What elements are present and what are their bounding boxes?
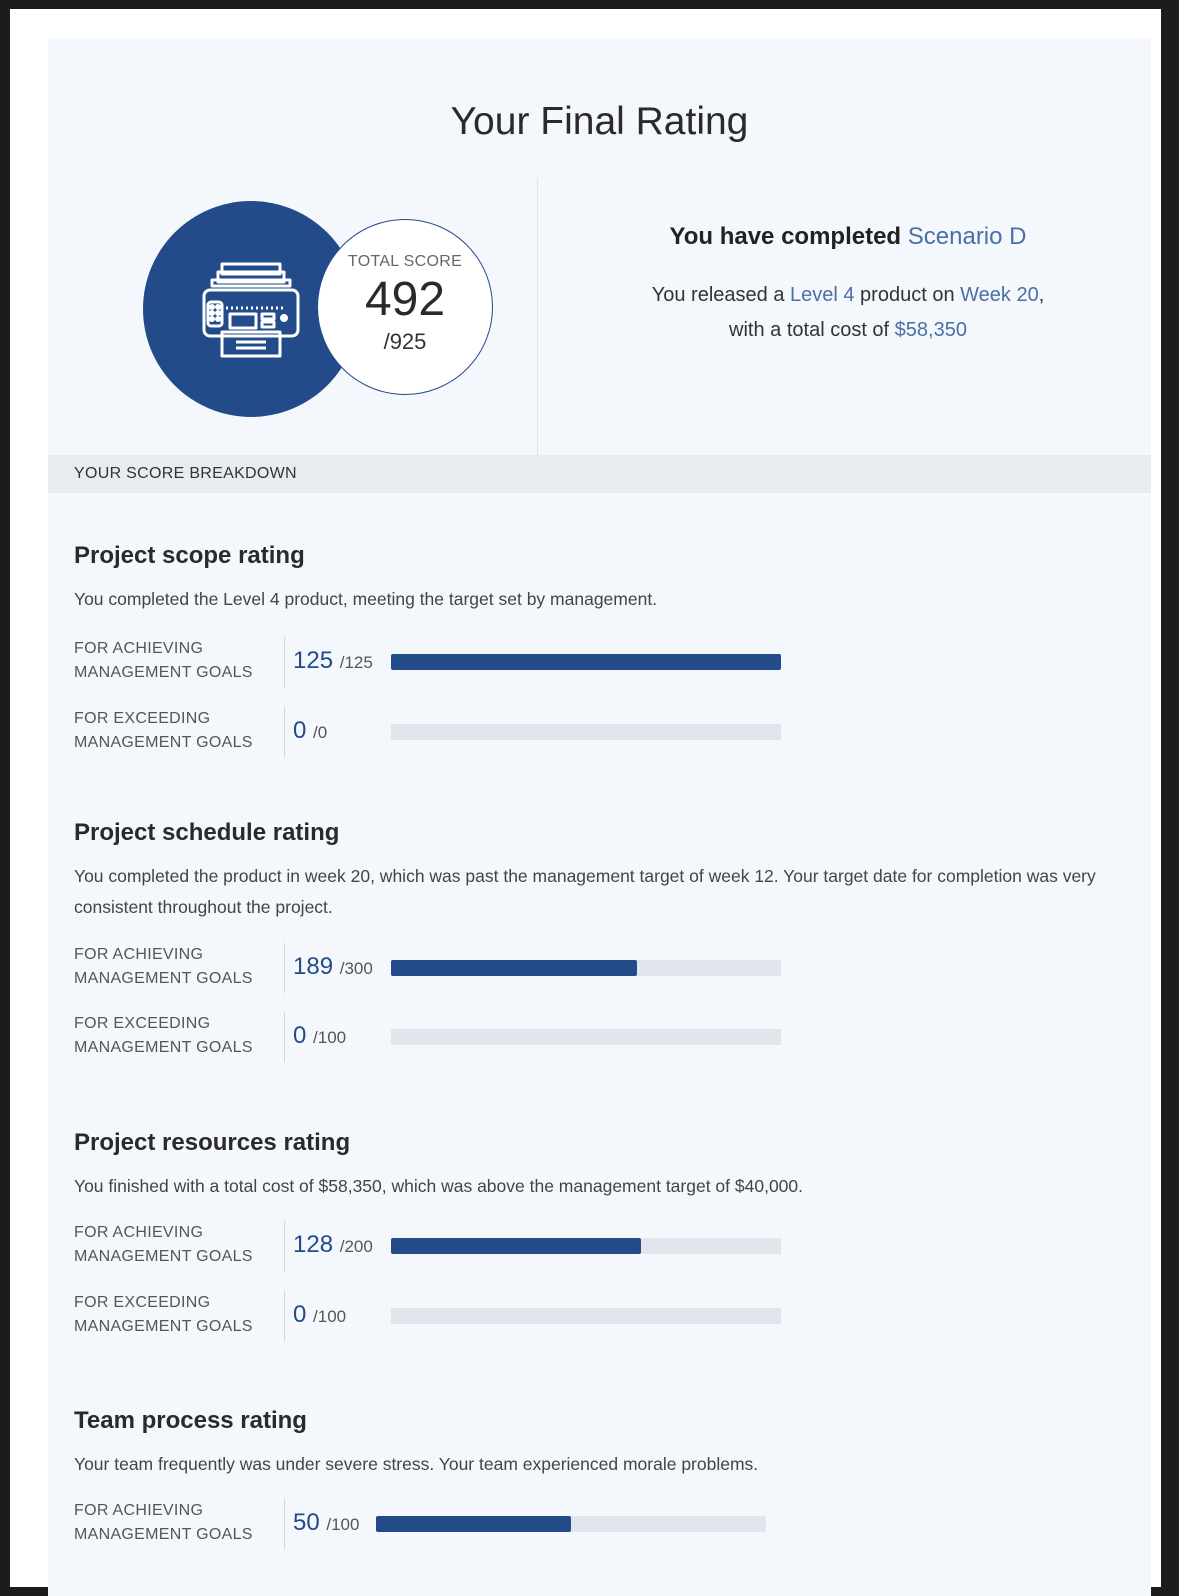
total-score-value: 492	[364, 273, 446, 326]
row-label	[74, 707, 253, 755]
row-label-line: FOR EXCEEDING	[74, 710, 211, 727]
progress-fill	[391, 654, 781, 670]
row-divider	[284, 1291, 285, 1341]
release-week: Week 20	[960, 284, 1039, 306]
section-description: You completed the Level 4 product, meeting the target set by management.	[74, 589, 658, 609]
row-score	[293, 647, 373, 675]
row-divider	[284, 707, 285, 757]
progress-track	[391, 1238, 781, 1254]
progress-track	[391, 1029, 781, 1045]
total-score-circle	[317, 219, 493, 395]
page-title: Your Final Rating	[450, 100, 749, 143]
row-score-max: /125	[339, 653, 373, 672]
row-score-max: /0	[313, 723, 328, 742]
row-score-max: /300	[339, 959, 373, 978]
row-score	[293, 717, 327, 745]
score-row	[74, 707, 874, 759]
row-score	[293, 1231, 373, 1259]
release-summary	[548, 278, 1148, 348]
release-prefix: You released a	[651, 284, 790, 306]
progress-fill	[391, 1238, 641, 1254]
total-score-max: /925	[383, 329, 427, 354]
row-score	[293, 953, 373, 981]
row-label-line: MANAGEMENT GOALS	[74, 1526, 253, 1543]
row-score-max: /200	[339, 1237, 373, 1256]
score-row	[74, 943, 874, 995]
row-label-line: MANAGEMENT GOALS	[74, 734, 253, 751]
score-row	[74, 1499, 874, 1551]
final-rating-panel	[48, 38, 1151, 1596]
score-row	[74, 1012, 874, 1064]
progress-track	[391, 724, 781, 740]
completion-heading	[548, 223, 1148, 251]
progress-fill	[376, 1516, 571, 1532]
row-label-line: MANAGEMENT GOALS	[74, 664, 253, 681]
row-label-line: FOR ACHIEVING	[74, 946, 204, 963]
row-label-line: FOR EXCEEDING	[74, 1294, 211, 1311]
row-label	[74, 1012, 253, 1060]
row-label	[74, 943, 253, 991]
row-label-line: FOR ACHIEVING	[74, 1224, 204, 1241]
row-score	[293, 1022, 346, 1050]
resources-rating-section	[74, 1129, 1134, 1359]
row-label-line: MANAGEMENT GOALS	[74, 1248, 253, 1265]
team-process-rating-section	[74, 1407, 1134, 1567]
row-score	[293, 1509, 359, 1537]
row-label	[74, 1291, 253, 1339]
row-divider	[284, 1221, 285, 1271]
scenario-name: Scenario D	[907, 223, 1027, 250]
row-score-value: 128	[293, 1231, 334, 1258]
breakdown-label: YOUR SCORE BREAKDOWN	[74, 465, 297, 482]
release-level: Level 4	[790, 284, 855, 306]
row-label-line: FOR EXCEEDING	[74, 1015, 211, 1032]
row-divider	[284, 1499, 285, 1549]
score-row	[74, 1221, 874, 1273]
section-description: You completed the product in week 20, which was past the management target of week 12. Your target date for completion was very consistent throughout the project.	[74, 866, 1096, 917]
progress-track	[391, 654, 781, 670]
progress-track	[391, 960, 781, 976]
row-score-value: 0	[293, 717, 307, 744]
row-divider	[284, 637, 285, 687]
header-divider	[537, 178, 538, 466]
release-middle: product on	[854, 284, 961, 306]
row-label	[74, 1221, 253, 1269]
row-score-max: /100	[313, 1028, 347, 1047]
section-description: You finished with a total cost of $58,350, which was above the management target of $40,000.	[74, 1176, 804, 1196]
row-label-line: MANAGEMENT GOALS	[74, 1039, 253, 1056]
progress-track	[391, 1308, 781, 1324]
breakdown-header	[48, 455, 1151, 493]
row-label-line: MANAGEMENT GOALS	[74, 970, 253, 987]
row-divider	[284, 1012, 285, 1062]
section-description: Your team frequently was under severe stress. Your team experienced morale problems.	[74, 1454, 759, 1474]
row-score	[293, 1301, 346, 1329]
row-label	[74, 637, 253, 685]
row-divider	[284, 943, 285, 993]
row-label-line: MANAGEMENT GOALS	[74, 1318, 253, 1335]
row-label-line: FOR ACHIEVING	[74, 1502, 204, 1519]
row-score-value: 0	[293, 1301, 307, 1328]
release-comma: ,	[1038, 284, 1045, 306]
row-label	[74, 1499, 253, 1547]
results-sheet	[10, 9, 1161, 1587]
row-score-max: /100	[313, 1307, 347, 1326]
row-score-value: 189	[293, 953, 334, 980]
score-row	[74, 1291, 874, 1343]
row-score-value: 0	[293, 1022, 307, 1049]
score-row	[74, 637, 874, 689]
scope-rating-section	[74, 542, 1134, 762]
row-score-max: /100	[326, 1515, 360, 1534]
section-title: Project scope rating	[74, 542, 305, 569]
printer-icon	[192, 250, 310, 368]
section-title: Team process rating	[74, 1407, 307, 1434]
section-title: Project schedule rating	[74, 819, 340, 846]
cost-prefix: with a total cost of	[729, 319, 895, 341]
completion-prefix: You have completed	[669, 223, 908, 250]
progress-track	[376, 1516, 766, 1532]
row-score-value: 125	[293, 647, 334, 674]
schedule-rating-section	[74, 819, 1134, 1079]
total-cost: $58,350	[894, 319, 967, 341]
total-score-label: TOTAL SCORE	[347, 253, 463, 270]
progress-fill	[391, 960, 637, 976]
section-title: Project resources rating	[74, 1129, 351, 1156]
row-score-value: 50	[293, 1509, 320, 1536]
row-label-line: FOR ACHIEVING	[74, 640, 204, 657]
